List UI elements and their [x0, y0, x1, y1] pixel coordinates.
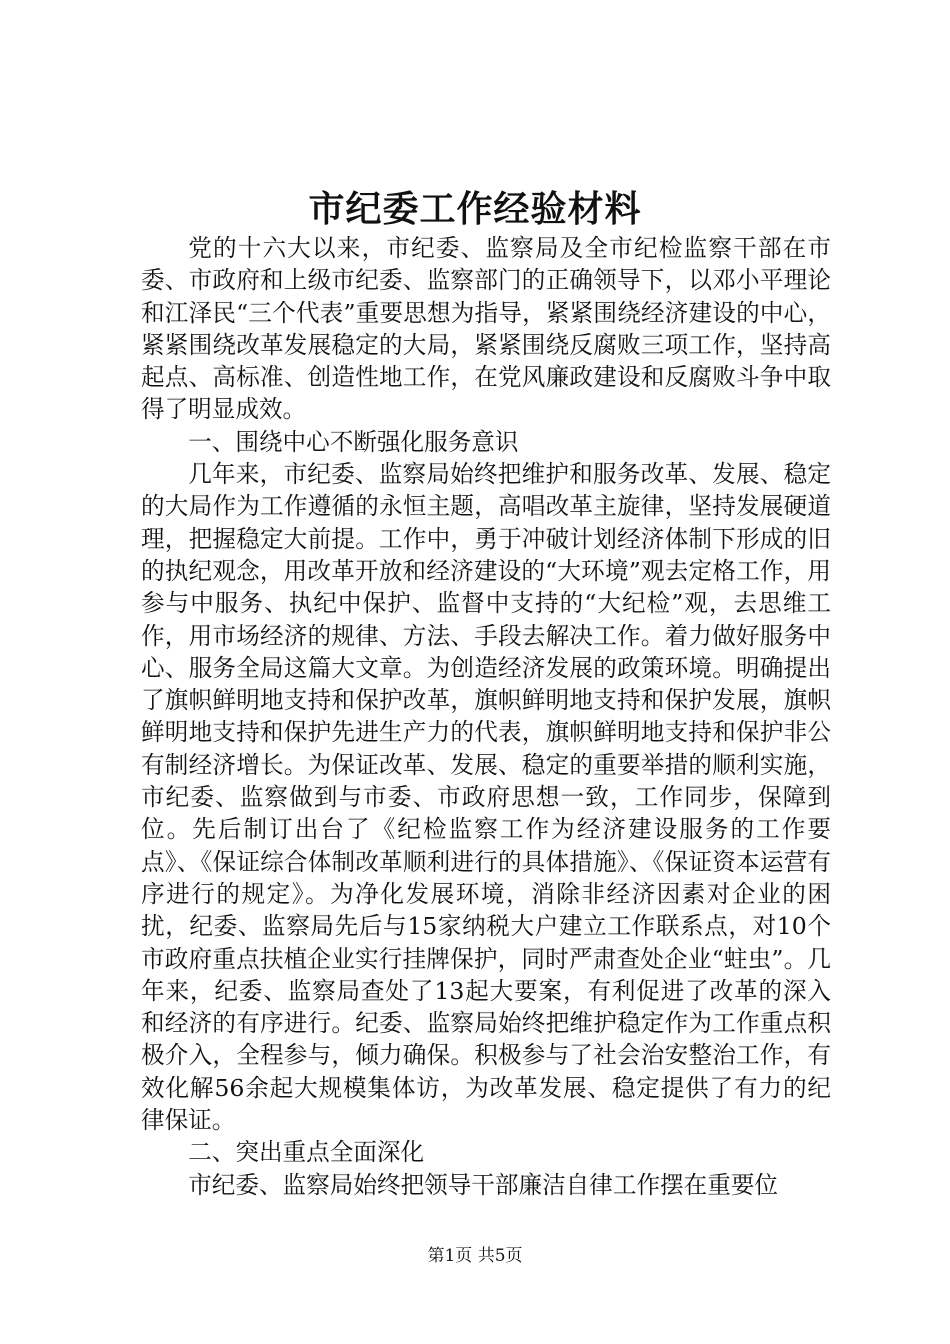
intro-paragraph: 党的十六大以来，市纪委、监察局及全市纪检监察干部在市委、市政府和上级市纪委、监察部门的正确领导下，以邓小平理论和江泽民“三个代表”重要思想为指导，紧紧围绕经济建设的中心，紧紧围绕改革发展稳定的大局，紧紧围绕反腐败三项工作，坚持高起点、高标准、创造性地工作，在党风廉政建设和反腐败斗争中取得了明显成效。	[141, 234, 831, 424]
section-heading-2: 二、突出重点全面深化	[188, 1138, 425, 1167]
document-body	[141, 232, 831, 1201]
section-2-paragraph: 市纪委、监察局始终把领导干部廉洁自律工作摆在重要位	[188, 1170, 779, 1199]
document-title: 市纪委工作经验材料	[308, 188, 642, 230]
section-heading-1: 一、围绕中心不断强化服务意识	[188, 427, 519, 456]
page-footer: 第1页 共5页	[427, 1246, 523, 1266]
section-1-paragraph: 几年来，市纪委、监察局始终把维护和服务改革、发展、稳定的大局作为工作遵循的永恒主题，高唱改革主旋律，坚持发展硬道理，把握稳定大前提。工作中，勇于冲破计划经济体制下形成的旧的执纪观念，用改革开放和经济建设的“大环境”观去定格工作，用参与中服务、执纪中保护、监督中支持的“大纪检”观，去思维工作，用市场经济的规律、方法、手段去解决工作。着力做好服务中心、服务全局这篇大文章。为创造经济发展的政策环境。明确提出了旗帜鲜明地支持和保护改革，旗帜鲜明地支持和保护发展，旗帜鲜明地支持和保护先进生产力的代表，旗帜鲜明地支持和保护非公有制经济增长。为保证改革、发展、稳定的重要举措的顺利实施，市纪委、监察做到与市委、市政府思想一致，工作同步，保障到位。先后制订出台了《纪检监察工作为经济建设服务的工作要点》、《保证综合体制改革顺利进行的具体措施》、《保证资本运营有序进行的规定》。为净化发展环境，消除非经济因素对企业的困扰，纪委、监察局先后与15家纳税大户建立工作联系点，对10个市政府重点扶植企业实行挂牌保护，同时严肃查处企业“蛀虫”。几年来，纪委、监察局查处了13起大要案，有利促进了改革的深入和经济的有序进行。纪委、监察局始终把维护稳定作为工作重点积极介入，全程参与，倾力确保。积极参与了社会治安整治工作，有效化解56余起大规模集体访，为改革发展、稳定提供了有力的纪律保证。	[141, 460, 831, 1135]
